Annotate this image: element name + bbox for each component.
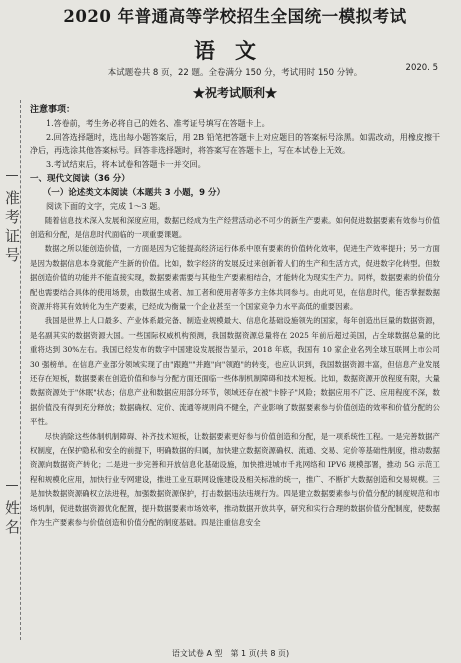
name-label: 姓名 <box>3 500 21 538</box>
notice-item: 2.回答选择题时，选出每小题答案后，用 2B 铅笔把答题卡上对应题目的答案标号涂黑。如需改动，用橡皮擦干净后，再选涂其他答案标号。回答非选择题时，将答案写在答题卡上，写在本试卷上无效。 <box>30 132 440 156</box>
reading-instruction: 阅读下面的文字，完成 1～3 题。 <box>46 201 166 211</box>
exam-meta: 本试题卷共 8 页，22 题。全卷满分 150 分，考试用时 150 分钟。 <box>107 68 363 78</box>
section-title: 一、现代文阅读（36 分） <box>30 173 130 184</box>
exam-title: 2020 年普通高等学校招生全国统一模拟考试 <box>63 7 407 26</box>
subject-title: 语文 <box>194 38 276 63</box>
page-content <box>30 6 440 530</box>
exam-id-rule <box>6 175 18 176</box>
passage-paragraph: 数据之所以能创造价值，一方面是因为它能提高经济运行体系中原有要素的价值转化效率，促进生产效率提升；另一方面是因为数据信息本身就能产生新的价值。比如，数字经济的发展反过来创新着人们的生产和生活方式，促进数字化转型。但数据创造价值的功能并不能直接实现，数据要素需要与其他生产要素相结合，才能转化为现实生产力。同样，数据要素的价值分配也需要结合具体的使用场景，由数据生成者、加工者和使用者等多方主体共同参与。由此可见，在信息时代，能否掌握数据资源并将其有效转化为生产要素，已经成为衡量一个企业甚至一个国家竞争力水平高低的重要因素。 <box>30 244 440 311</box>
exam-id-label: 准考证号 <box>3 190 21 266</box>
page-footer: 语文试卷 A 型 第 1 页(共 8 页) <box>171 649 290 658</box>
passage-paragraph: 我国是世界上人口最多、产业体系最完备、制造业规模最大、信息化基础设施领先的国家，每年创造出巨量的数据资源，是名副其实的数据资源大国。一些国际权威机构预测，我国数据资源总量将在 2025 年前后超过美国，占全球数据总量的比重将达到 30%左右。我国已经发布的数字中国建设发展报告显示，2018 年底，我国有 10 家企业名列全球互联网上市公司 30 强榜单。在信息产业部分领域实现了由"跟跑""并跑"向"领跑"的转变，也应认识到，我国数据资源丰富，但信息产业发展还存在短板，数据要素在创造价值和参与分配方面还面临一些体制机制障碍和技术短板。比如，数据资源开放程度有限，大量数据资源处于"休眠"状态；信息产业和数据应用部分环节，领域还存在被"卡脖子"风险；数据应用不广泛、应用程度不深，数据价值没有得到充分释放；数据确权、定价、流通等规则尚不健全，产业影响了数据要素参与价值创造的效率和价值分配的公平性。 <box>30 316 440 427</box>
binding-line <box>20 100 21 640</box>
passage-paragraph: 随着信息技术深入发展和深度应用，数据已经成为生产经营活动必不可少的新生产要素。如何促进数据要素有效参与价值创造和分配，是信息时代面临的一项重要课题。 <box>30 215 440 239</box>
good-luck-banner: ★祝考试顺利★ <box>192 86 277 100</box>
exam-date: 2020. 5 <box>405 63 438 73</box>
notice-item: 1.答卷前，考生务必将自己的姓名、准考证号填写在答题卡上。 <box>46 119 270 128</box>
notice-item: 3.考试结束后，将本试卷和答题卡一并交回。 <box>46 160 206 170</box>
notice-title: 注意事项： <box>30 105 76 115</box>
passage-paragraph: 尽快消除这些体制机制障碍、补齐技术短板，让数据要素更好参与价值创造和分配，是一项系统性工程。一是完善数据产权制度，在保护隐私和安全的前提下，明确数据的归属，加快建立数据资源确权、流通、交易、定价等基础性制度，推动数据资源向数据资产转化；二是进一步完善和开放信息化基础设施，加快推进城市千兆网络和 IPV6 规模部署，推动 5G 示范工程和规模化应用，加快行业专网建设，推进工业互联网设施建设及相关标准的统一，推广、不断扩大数据创造和交易规模。三是加快数据资源确权立法进程，加强数据资源保护，打击数据违法违规行为。四是建立数据要素参与价值分配的制度规范和市场机制，促进数据资源优化配置，提升数据要素市场效率，推动数据开放共享，研究和实行合理的数据价值分配制度，使数据作为生产要素参与价值创造和价值分配的制度基础。四是注重信息安全 <box>30 431 440 528</box>
name-rule <box>6 485 18 486</box>
subsection-title: （一）论述类文本阅读（本题共 3 小题，9 分） <box>42 187 225 198</box>
